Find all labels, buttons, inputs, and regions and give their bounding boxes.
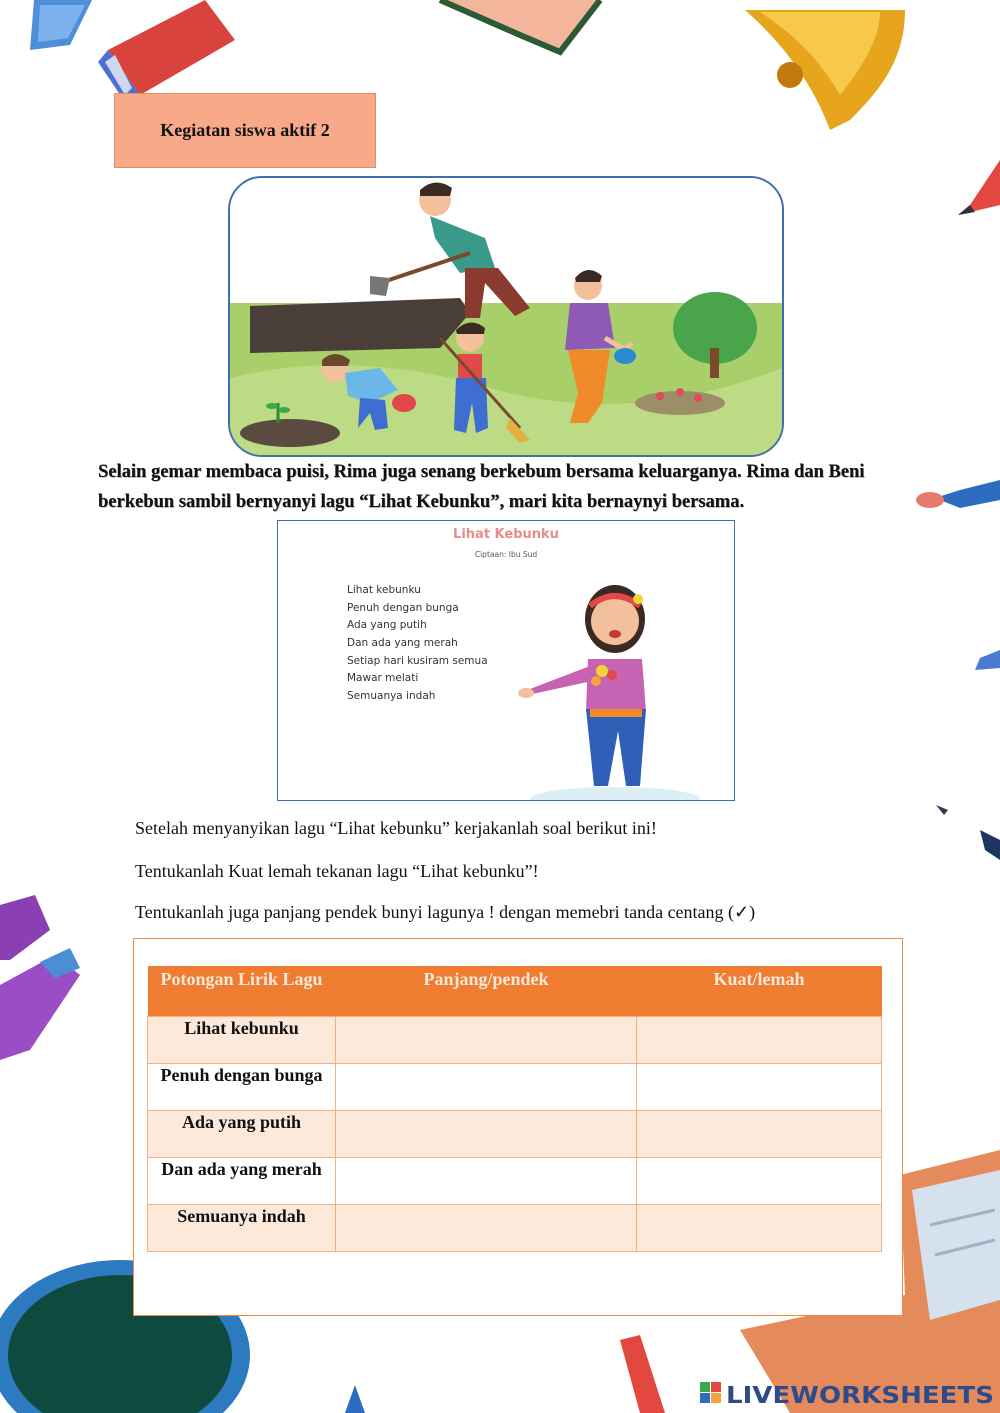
lyric-line: Penuh dengan bunga — [347, 601, 459, 614]
brush-tip-icon — [936, 650, 1000, 860]
table-row — [148, 1064, 882, 1111]
lyric-cell: Dan ada yang merah — [148, 1158, 336, 1205]
lyric-line: Lihat kebunku — [347, 584, 421, 596]
bottom-pencil-icon — [345, 1335, 665, 1413]
lyric-line: Mawar melati — [347, 672, 419, 685]
lyric-cell: Lihat kebunku — [148, 1017, 336, 1064]
usb-drive-icon — [0, 895, 80, 1060]
length-answer-cell[interactable] — [336, 1158, 637, 1205]
lyric-cell: Ada yang putih — [148, 1111, 336, 1158]
lyric-line: Ada yang putih — [347, 619, 427, 632]
song-title: Lihat Kebunku — [453, 527, 559, 542]
activity-title-box — [114, 93, 376, 168]
length-answer-cell[interactable] — [336, 1017, 637, 1064]
song-sheet — [277, 520, 735, 801]
lyric-cell: Penuh dengan bunga — [148, 1064, 336, 1111]
question-3: Tentukanlah juga panjang pendek bunyi lagunya ! dengan memebri tanda centang (✓) — [135, 902, 756, 922]
intro-paragraph: Selain gemar membaca puisi, Rima juga senang berkebum bersama keluarganya. Rima dan Beni berkebun sambil bernyanyi lagu “Lihat Kebunku”, mari kita bernaynyi bersama. — [98, 462, 865, 512]
singing-girl-icon — [510, 571, 710, 801]
table-row — [148, 1017, 882, 1064]
family-gardening-icon — [230, 178, 782, 455]
question-1: Setelah menyanyikan lagu “Lihat kebunku” kerjakanlah soal berikut ini! — [135, 818, 657, 838]
gardening-illustration — [228, 176, 784, 457]
worksheet-table — [147, 966, 882, 1252]
lyric-line: Dan ada yang merah — [347, 637, 458, 650]
strength-answer-cell[interactable] — [637, 1205, 882, 1252]
strength-answer-cell[interactable] — [637, 1064, 882, 1111]
paintbrush-icon — [916, 480, 1000, 508]
strength-answer-cell[interactable] — [637, 1111, 882, 1158]
header-length: Panjang/pendek — [336, 966, 637, 1017]
table-row — [148, 1111, 882, 1158]
length-answer-cell[interactable] — [336, 1111, 637, 1158]
header-lyric: Potongan Lirik Lagu — [148, 966, 336, 1017]
activity-title: Kegiatan siswa aktif 2 — [160, 120, 330, 140]
table-row — [148, 1158, 882, 1205]
pencil-icon — [958, 160, 1000, 215]
eraser-red-icon — [98, 0, 235, 102]
strength-answer-cell[interactable] — [637, 1017, 882, 1064]
book-icon — [440, 0, 600, 52]
header-strength: Kuat/lemah — [637, 966, 882, 1017]
lyric-cell: Semuanya indah — [148, 1205, 336, 1252]
question-2: Tentukanlah Kuat lemah tekanan lagu “Lihat kebunku”! — [135, 861, 539, 881]
watermark-text: LIVEWORKSHEETS — [726, 1383, 994, 1408]
bell-icon — [745, 10, 905, 130]
worksheet-table-frame — [133, 938, 903, 1316]
strength-answer-cell[interactable] — [637, 1158, 882, 1205]
lyric-line: Setiap hari kusiram semua — [347, 654, 488, 667]
eraser-icon — [30, 0, 92, 50]
table-row — [148, 1205, 882, 1252]
liveworksheets-logo — [700, 1380, 996, 1408]
length-answer-cell[interactable] — [336, 1064, 637, 1111]
song-author: Ciptaan: Ibu Sud — [474, 550, 538, 559]
length-answer-cell[interactable] — [336, 1205, 637, 1252]
song-lyrics — [347, 582, 488, 706]
lyric-line: Semuanya indah — [347, 690, 436, 703]
